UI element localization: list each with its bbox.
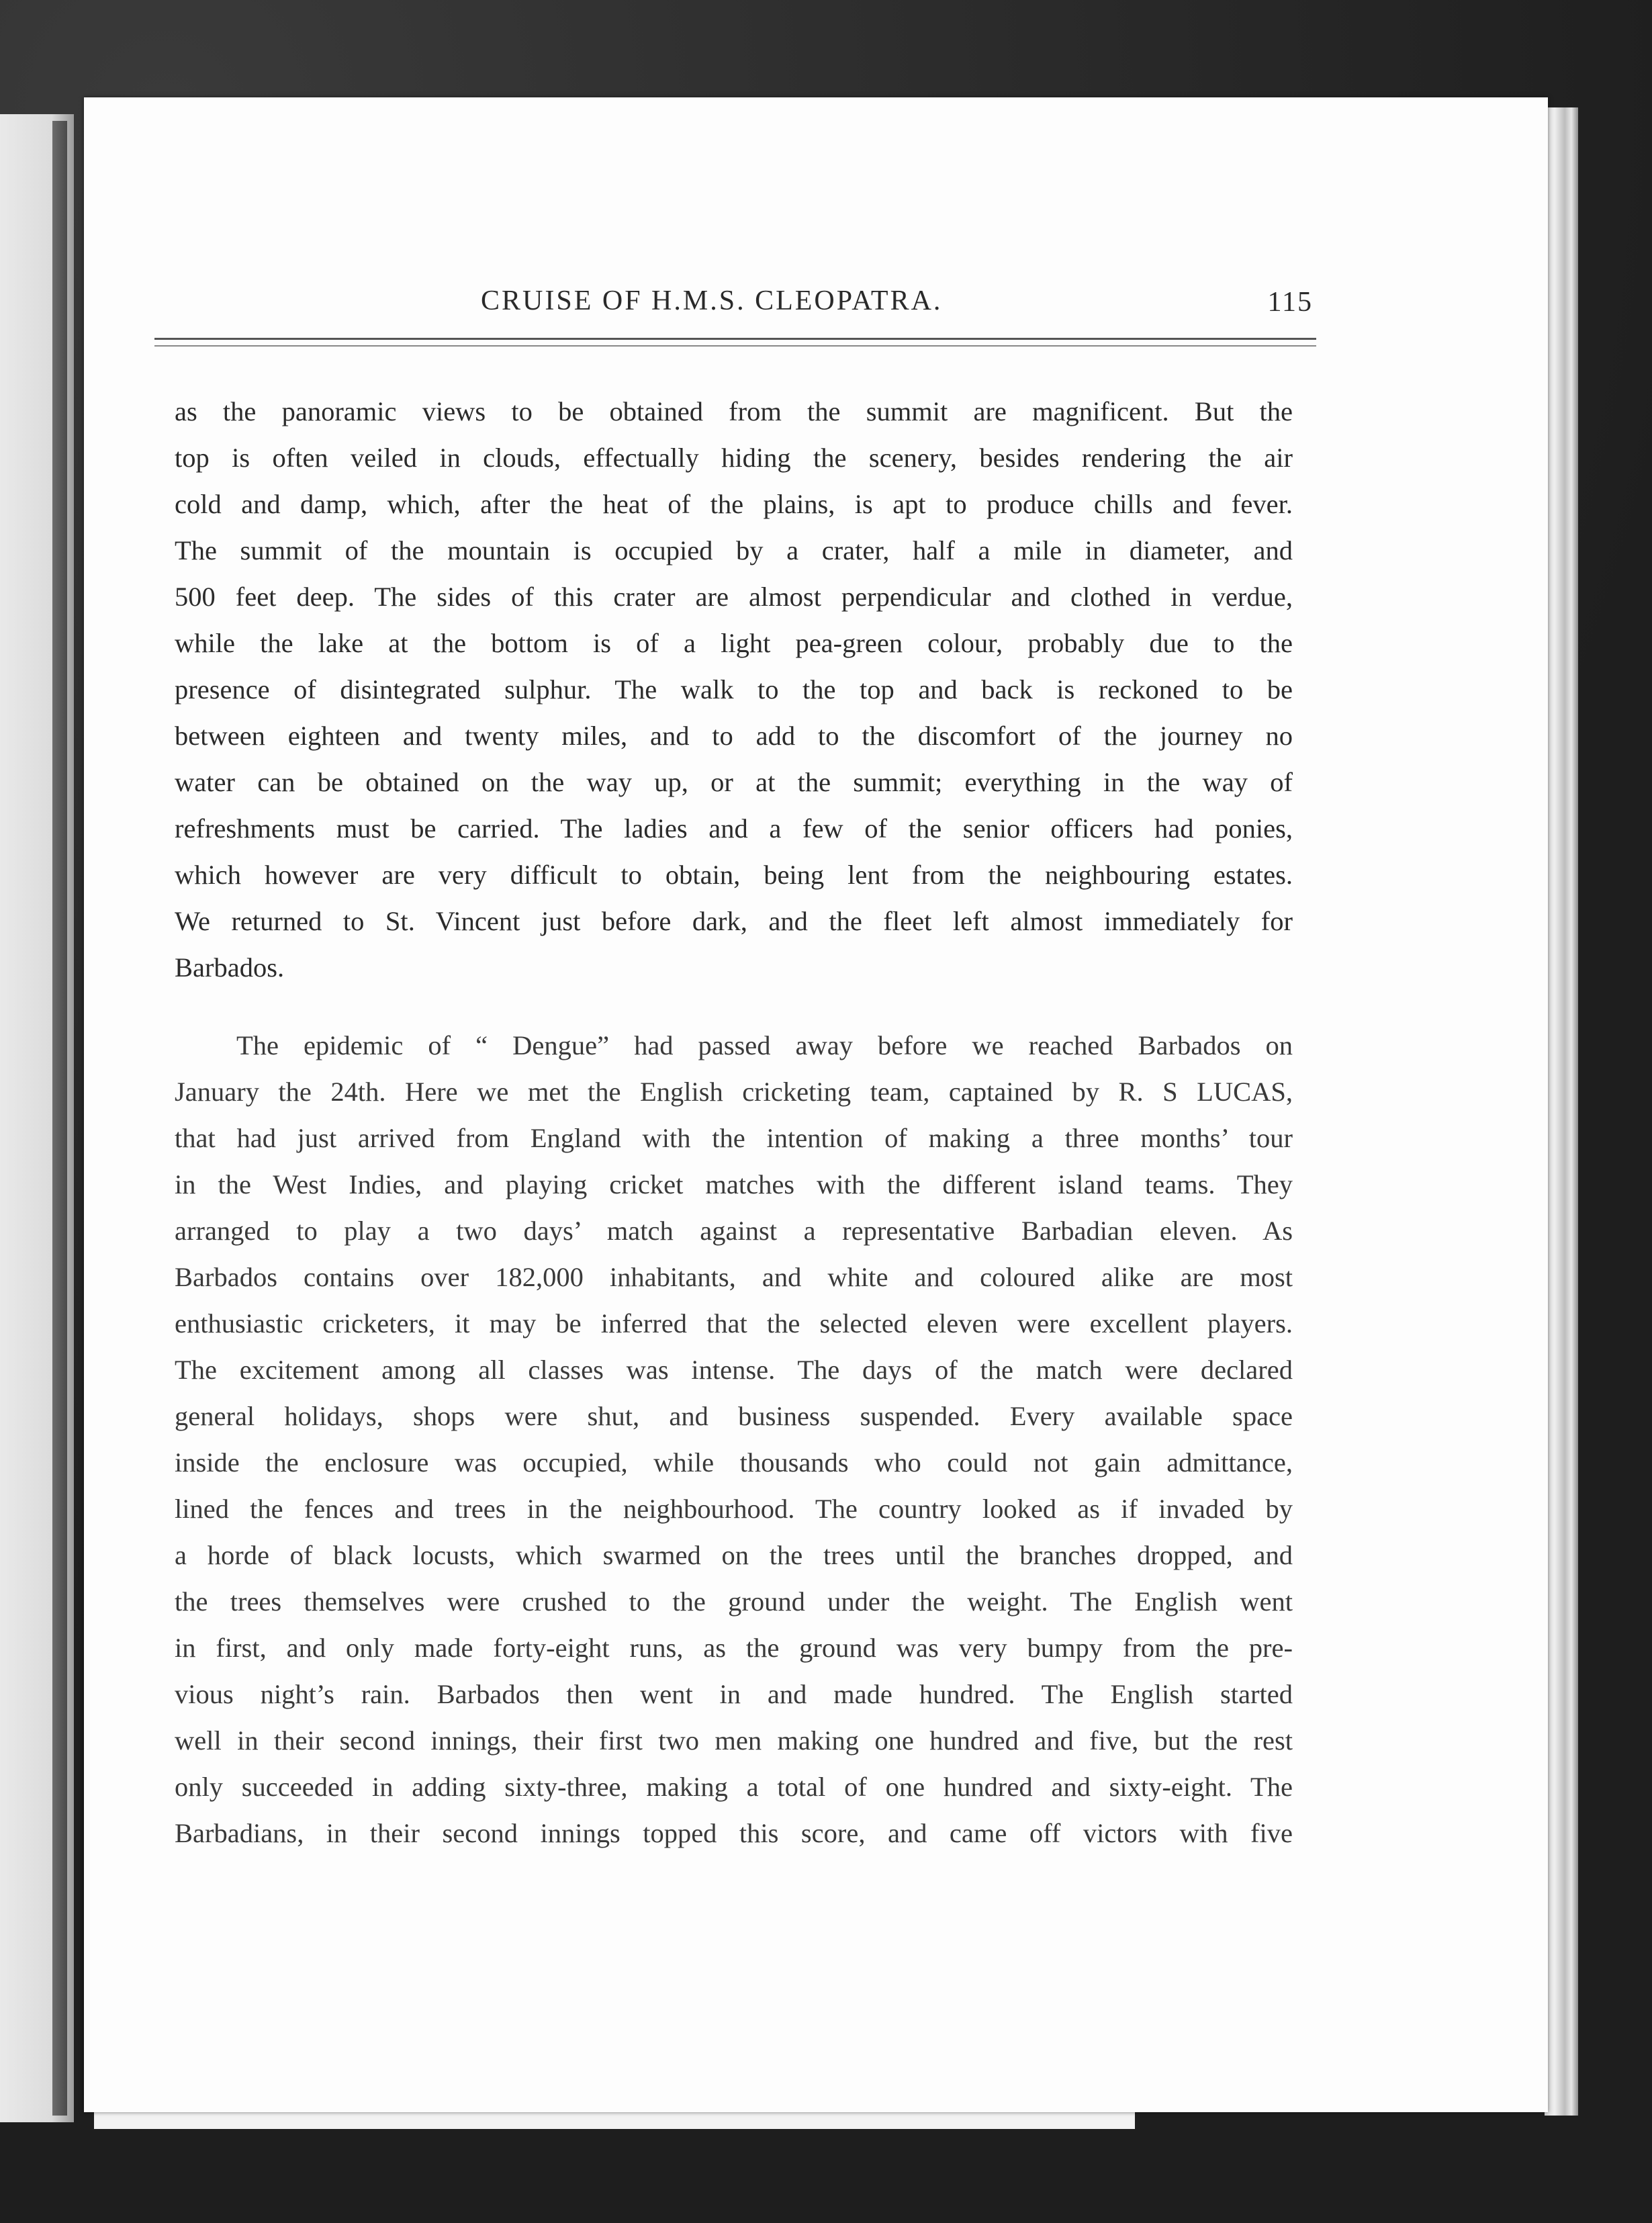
- running-head: [175, 282, 1316, 329]
- text-line: Barbadians, in their second innings topped this score, and came off victors with five: [175, 1818, 1293, 1848]
- text-line: The excitement among all classes was intense. The days of the match were declared: [175, 1355, 1293, 1385]
- book-gutter: [52, 121, 67, 2116]
- text-line: Barbados contains over 182,000 inhabitants, and white and coloured alike are most: [175, 1262, 1293, 1292]
- text-line: while the lake at the bottom is of a light pea-green colour, probably due to the: [175, 628, 1293, 658]
- text-line: the trees themselves were crushed to the ground under the weight. The English went: [175, 1586, 1293, 1617]
- text-line: January the 24th. Here we met the English cricketing team, captained by R. S LUCAS,: [175, 1077, 1293, 1107]
- text-line: only succeeded in adding sixty-three, making a total of one hundred and sixty-eight. The: [175, 1772, 1293, 1802]
- text-line: refreshments must be carried. The ladies and a few of the senior officers had ponies,: [175, 813, 1293, 844]
- text-line: which however are very difficult to obtain, being lent from the neighbouring estates.: [175, 860, 1293, 890]
- text-line: 500 feet deep. The sides of this crater are almost perpendicular and clothed in verdue,: [175, 582, 1293, 612]
- body-text: [175, 388, 1293, 1856]
- text-line: vious night’s rain. Barbados then went in and made hundred. The English started: [175, 1679, 1293, 1709]
- paragraph: [175, 388, 1293, 991]
- text-line: cold and damp, which, after the heat of the plains, is apt to produce chills and fever.: [175, 489, 1293, 519]
- text-line: in first, and only made forty-eight runs, as the ground was very bumpy from the pre-: [175, 1633, 1293, 1663]
- paragraph: [175, 1022, 1293, 1856]
- text-line: lined the fences and trees in the neighbourhood. The country looked as if invaded by: [175, 1494, 1293, 1524]
- text-line: enthusiastic cricketers, it may be inferred that the selected eleven were excellent players.: [175, 1308, 1293, 1339]
- text-line: that had just arrived from England with the intention of making a three months’ tour: [175, 1123, 1293, 1153]
- text-line: in the West Indies, and playing cricket matches with the different island teams. They: [175, 1169, 1293, 1199]
- page-number: 115: [1267, 287, 1313, 318]
- text-line: arranged to play a two days’ match against a representative Barbadian eleven. As: [175, 1216, 1293, 1246]
- running-title: CRUISE OF H.M.S. CLEOPATRA.: [481, 285, 943, 316]
- text-line: well in their second innings, their first two men making one hundred and five, but the rest: [175, 1725, 1293, 1756]
- text-line: inside the enclosure was occupied, while thousands who could not gain admittance,: [175, 1447, 1293, 1478]
- text-line: top is often veiled in clouds, effectually hiding the scenery, besides rendering the air: [175, 443, 1293, 473]
- text-line: We returned to St. Vincent just before dark, and the fleet left almost immediately for: [175, 906, 1293, 936]
- text-line: general holidays, shops were shut, and business suspended. Every available space: [175, 1401, 1293, 1431]
- text-line: a horde of black locusts, which swarmed on the trees until the branches dropped, and: [175, 1540, 1293, 1570]
- header-rule: [154, 338, 1316, 347]
- text-line: Barbados.: [175, 952, 285, 983]
- text-line: as the panoramic views to be obtained from the summit are magnificent. But the: [175, 396, 1293, 426]
- text-line: presence of disintegrated sulphur. The walk to the top and back is reckoned to be: [175, 674, 1293, 705]
- text-line: water can be obtained on the way up, or at the summit; everything in the way of: [175, 767, 1293, 797]
- text-line: between eighteen and twenty miles, and to add to the discomfort of the journey no: [175, 721, 1293, 751]
- text-line: The summit of the mountain is occupied by a crater, half a mile in diameter, and: [175, 535, 1293, 565]
- page-stack-edge: [1545, 107, 1578, 2116]
- text-line: The epidemic of “ Dengue” had passed away before we reached Barbados on: [236, 1030, 1293, 1060]
